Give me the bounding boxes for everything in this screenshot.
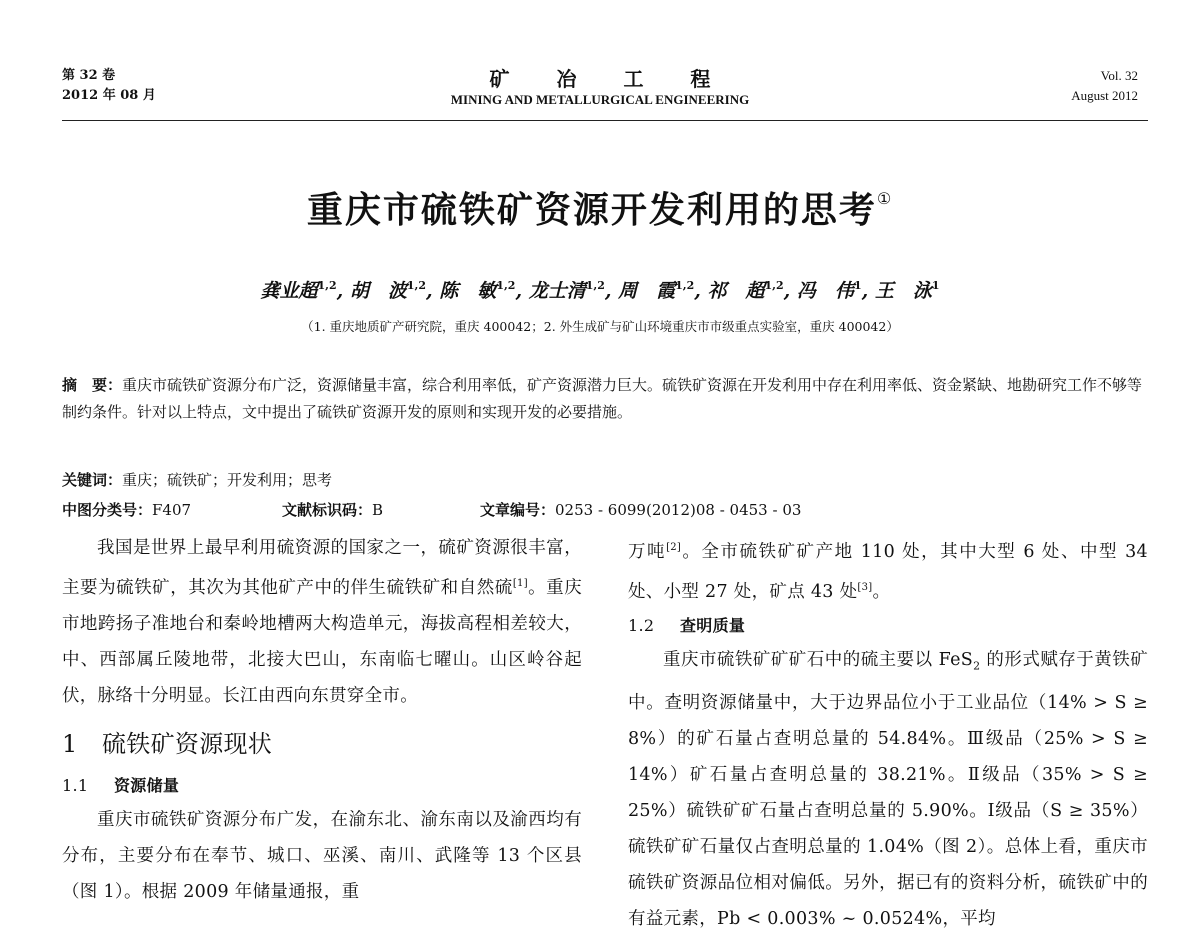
section-heading-1-1: 1.1 资源储量 <box>62 776 180 795</box>
quality-paragraph: 重庆市硫铁矿矿矿石中的硫主要以 FeS$_2$ 的形式赋存于黄铁矿中。查明资源储量中，大于边界品位小于工业品位（14% > S ≥ 8%）的矿石量占查明总量的 54.84%。Ⅲ级品（25% > S ≥ 14%）矿石量占查明总量的 38.21%。Ⅱ级品（35% > S ≥ 25%）硫铁矿矿石量占查明总量的 5.90%。Ⅰ级品（S ≥ 35%）硫铁矿矿石量仅占查明总量的 1.04%（图 2）。总体上看，重庆市硫铁矿资源品位相对偏低。另外，据已有的资料分析，硫铁矿中的有益元素，Pb < 0.003% ~ 0.0524%，平均 <box>628 650 1148 929</box>
keywords <box>62 468 801 492</box>
article-number: 文章编号：0253 - 6099(2012)08 - 0453 - 03 <box>480 501 802 519</box>
paper-title <box>0 182 1200 233</box>
title-footnote-mark: ① <box>876 189 894 208</box>
paper-title-text: 重庆市硫铁矿资源开发利用的思考 <box>306 190 877 231</box>
left-column <box>62 530 582 910</box>
author: 祁 超$^{1,2}$, <box>707 279 791 302</box>
abstract-label: 摘 要： <box>62 376 123 394</box>
keywords-label: 关键词： <box>62 471 123 489</box>
author: 胡 波$^{1,2}$, <box>349 279 433 302</box>
journal-volume-en <box>1071 66 1138 106</box>
date-cn: 2012 年 08 月 <box>62 88 156 103</box>
clc-code: 中图分类号：F407 <box>62 501 192 519</box>
doc-code: 文献标识码：B <box>282 501 384 519</box>
right-column <box>628 530 1148 937</box>
abstract-text: 重庆市硫铁矿资源分布广泛，资源储量丰富，综合利用率低，矿产资源潜力巨大。硫铁矿资源在开发利用中存在利用率低、资金紧缺、地勘研究工作不够等制约条件。针对以上特点，文中提出了硫铁矿资源开发的原则和实现开发的必要措施。 <box>62 376 1143 421</box>
reserves-paragraph: 重庆市硫铁矿资源分布广发，在渝东北、渝东南以及渝西均有分布，主要分布在奉节、城口、巫溪、南川、武隆等 13 个区县（图 1）。根据 2009 年储量通报，重 <box>62 810 582 902</box>
author: 王 泳$^1$ <box>874 279 940 302</box>
journal-name <box>0 66 1200 108</box>
section-heading-1-2: 1.2 查明质量 <box>628 616 746 635</box>
abstract <box>62 372 1152 426</box>
journal-name-en: MINING AND METALLURGICAL ENGINEERING <box>450 92 750 107</box>
date-en: August 2012 <box>1071 88 1138 103</box>
continued-paragraph: 万吨[2]。全市硫铁矿矿产地 110 处，其中大型 6 处、中型 34 处、小型 27 处，矿点 43 处[3]。 <box>628 542 1148 602</box>
affiliations: （1. 重庆地质矿产研究院，重庆 400042；2. 外生成矿与矿山环境重庆市市级重点实验室，重庆 400042） <box>301 319 899 334</box>
citation: [3] <box>857 582 873 593</box>
author: 周 霞$^{1,2}$, <box>618 279 701 302</box>
author: 冯 伟$^1$, <box>796 279 869 302</box>
citation: [1] <box>512 578 528 589</box>
volume-cn: 第 32 卷 <box>62 68 116 83</box>
citation: [2] <box>666 542 682 553</box>
classification-row <box>62 498 801 522</box>
author: 龙士清$^{1,2}$, <box>528 279 612 302</box>
journal-name-cn: 矿 冶 工 程 <box>489 67 731 91</box>
author: 龚业超$^{1,2}$, <box>260 279 344 302</box>
keywords-text: 重庆；硫铁矿；开发利用；思考 <box>122 471 333 489</box>
volume-en: Vol. 32 <box>1100 68 1138 83</box>
author-list <box>0 276 1200 303</box>
intro-paragraph: 我国是世界上最早利用硫资源的国家之一，硫矿资源很丰富，主要为硫铁矿，其次为其他矿产中的伴生硫铁矿和自然硫[1]。重庆市地跨扬子准地台和秦岭地槽两大构造单元，海拔高程相差较大，中、西部属丘陵地带，北接大巴山，东南临七曜山。山区岭谷起伏，脉络十分明显。长江由西向东贯穿全市。 <box>62 538 583 706</box>
section-heading-1: 1 硫铁矿资源现状 <box>62 730 273 758</box>
paper-metadata <box>62 468 801 522</box>
header-rule <box>62 120 1148 121</box>
author: 陈 敏$^{1,2}$, <box>439 279 523 302</box>
